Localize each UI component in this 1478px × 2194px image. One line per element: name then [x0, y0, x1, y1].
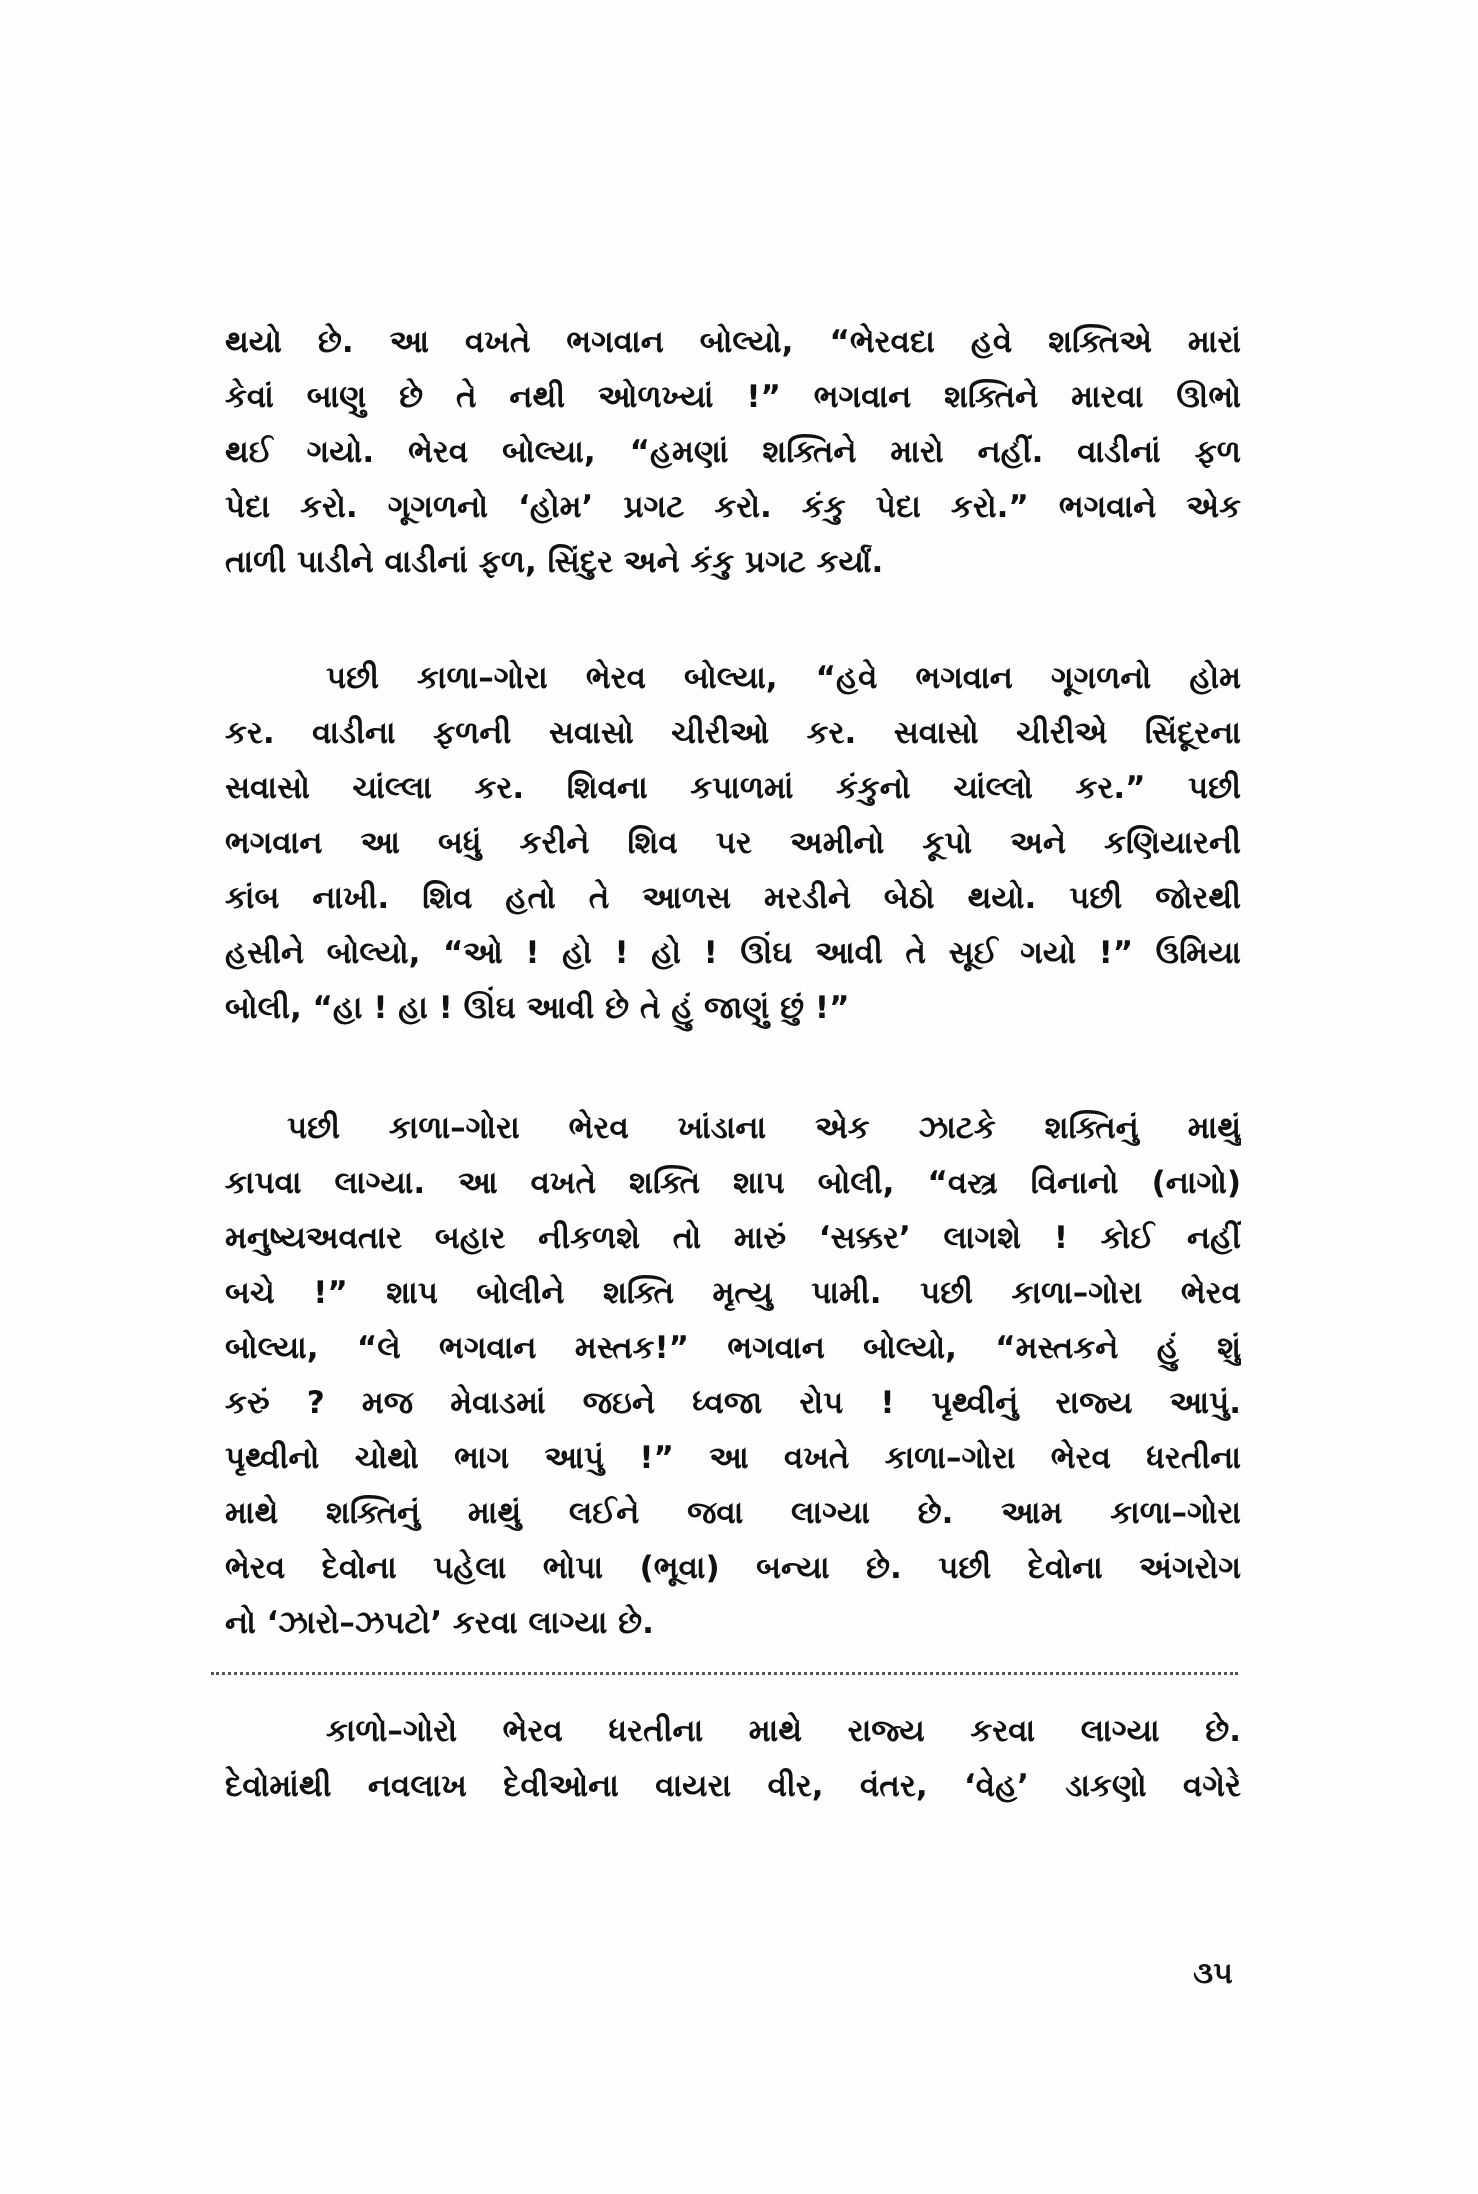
text-line: હસીને બોલ્યો, “ઓ ! હો ! હો ! ઊંઘ આવી તે સૂઈ ગયો !” ઉમિયા: [225, 935, 1241, 971]
text-line: ભગવાન આ બધું કરીને શિવ પર અમીનો કૂપો અને કણિયારની: [225, 825, 1241, 861]
dotted-separator: [211, 1672, 1238, 1675]
text-line: પૃથ્વીનો ચોથો ભાગ આપું !” આ વખતે કાળા–ગોરા ભેરવ ધરતીના: [225, 1440, 1241, 1476]
paragraph-2: [225, 651, 1241, 1036]
text-line: દેવોમાંથી નવલાખ દેવીઓના વાયરા વીર, વંતર, ‘વેહ’ ડાકણો વગેરે: [225, 1768, 1241, 1804]
text-line: બોલ્યા, “લે ભગવાન મસ્તક!” ભગવાન બોલ્યો, “મસ્તકને હું શું: [225, 1330, 1241, 1366]
paragraph-1: [225, 315, 1241, 590]
text-line: ભેરવ દેવોના પહેલા ભોપા (ભૂવા) બન્યા છે. પછી દેવોના અંગરોગ: [225, 1550, 1241, 1586]
text-line: બોલી, “હા ! હા ! ઊંઘ આવી છે તે હું જાણું છું !”: [225, 990, 850, 1026]
paragraph-3: [225, 1101, 1241, 1651]
text-line: કેવાં બાણુ છે તે નથી ઓળખ્યાં !” ભગવાન શક્તિને મારવા ઊભો: [225, 379, 1241, 415]
paragraph-4: [225, 1704, 1241, 1814]
text-line: સવાસો ચાંલ્લા કર. શિવના કપાળમાં કંકુનો ચાંલ્લો કર.” પછી: [225, 770, 1241, 806]
text-line: કરું ? મજ મેવાડમાં જઇને ધ્વજા રોપ ! પૃથ્વીનું રાજ્ય આપું.: [225, 1385, 1241, 1421]
page-number: ૩૫: [1193, 1956, 1233, 1991]
text-line: પછી કાળા–ગોરા ભેરવ બોલ્યા, “હવે ભગવાન ગૂગળનો હોમ: [326, 660, 1241, 696]
text-line: તાળી પાડીને વાડીનાં ફળ, સિંદુર અને કંકુ પ્રગટ કર્યાં.: [225, 544, 884, 580]
text-line: કાપવા લાગ્યા. આ વખતે શક્તિ શાપ બોલી, “વસ્ત્ર વિનાનો (નાગો): [225, 1165, 1241, 1201]
text-line: માથે શક્તિનું માથું લઈને જવા લાગ્યા છે. આમ કાળા–ગોરા: [225, 1495, 1241, 1531]
text-line: પેદા કરો. ગૂગળનો ‘હોમ’ પ્રગટ કરો. કંકુ પેદા કરો.” ભગવાને એક: [225, 489, 1241, 525]
text-line: મનુષ્યઅવતાર બહાર નીકળશે તો મારું ‘સક્કર’ લાગશે ! કોઈ નહીં: [225, 1220, 1241, 1256]
text-line: થયો છે. આ વખતે ભગવાન બોલ્યો, “ભેરવદા હવે શક્તિએ મારાં: [225, 324, 1241, 360]
text-line: કાંબ નાખી. શિવ હતો તે આળસ મરડીને બેઠો થયો. પછી જોરથી: [225, 880, 1241, 916]
text-line: કર. વાડીના ફળની સવાસો ચીરીઓ કર. સવાસો ચીરીએ સિંદૂરના: [225, 715, 1241, 751]
text-line: નો ‘ઝારો–ઝપટો’ કરવા લાગ્યા છે.: [225, 1605, 654, 1641]
text-line: થઈ ગયો. ભેરવ બોલ્યા, “હમણાં શક્તિને મારો નહીં. વાડીનાં ફળ: [225, 434, 1241, 470]
text-line: કાળો–ગોરો ભેરવ ધરતીના માથે રાજ્ય કરવા લાગ્યા છે.: [326, 1713, 1241, 1749]
text-line: પછી કાળા–ગોરા ભેરવ ખાંડાના એક ઝાટકે શક્તિનું માથું: [287, 1110, 1241, 1146]
text-line: બચે !” શાપ બોલીને શક્તિ મૃત્યુ પામી. પછી કાળા–ગોરા ભેરવ: [225, 1275, 1241, 1311]
